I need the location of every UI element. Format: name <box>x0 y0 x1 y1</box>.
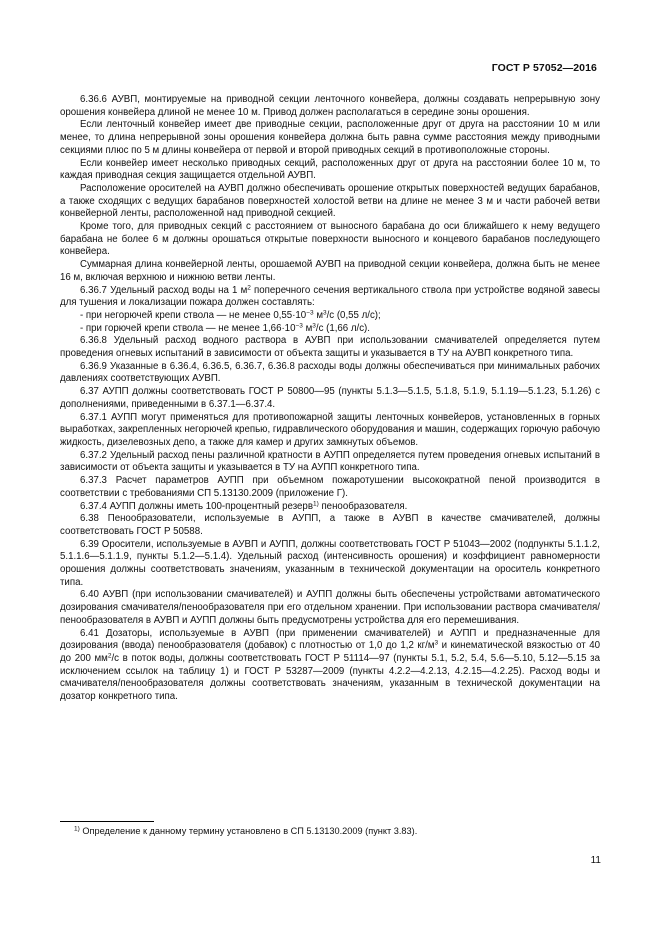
paragraph-6-39: 6.39 Оросители, используемые в АУВП и АУПП, должны соответствовать ГОСТ Р 51043—2002 (подпункты 5.1.1.2, 5.1.1.6—5.1.1.9, пункты 5.1.2—5.1.4). Удельный расход (интенсивность орошения) и коэффициент равномерности орошения должны соответствовать значениям, указанным в технической документации на ороситель конкретного типа. <box>60 538 600 588</box>
list-item-nonflammable: - при негорючей крепи ствола — не менее $0,55\cdot 10^{-3}$ $м^3/с$ (0,55 л/с); <box>80 309 381 321</box>
footnote-ref: 1) <box>312 500 319 507</box>
paragraph-6-40: 6.40 АУВП (при использовании смачивателей) и АУПП должны быть обеспечены устройствами автоматического дозирования смачивателя/пенообразователя при его отдельном хранении. При использовании раствора смачивателя/пенообразователя в АУВП и АУПП должны быть предусмотрены устройства для его перемешивания. <box>60 589 600 626</box>
main-text <box>60 94 600 704</box>
paragraph-6-37: 6.37 АУПП должны соответствовать ГОСТ Р 50800—95 (пункты 5.1.3—5.1.5, 5.1.8, 5.1.9, 5.1.19—5.1.23, 5.1.26) с дополнениями, приведенными в 6.37.1—6.37.4. <box>60 386 600 410</box>
paragraph-6-41: 6.41 Дозаторы, используемые в АУВП (при применении смачивателей) и АУПП и предназначенные для дозирования (ввода) пенообразователя (добавок) с плотностью от 1,0 до 1,2 $кг/м^3$ и кинематической вязкостью от 40 до 200 $мм^2/с$ в поток воды, должны соответствовать ГОСТ Р 51114—97 (пункты 5.1, 5.2, 5.4, 5.6—5.10, 5.12—5.15 за исключением ссылок на таблицу 1) и ГОСТ Р 53287—2009 (пункты 4.2.2—4.2.13, 4.2.15—4.2.25). Расход воды и смачивателя/пенообразователя должны соответствовать значениям, указанным в технической документации на дозатор конкретного типа. <box>60 627 600 703</box>
paragraph: Суммарная длина конвейерной ленты, орошаемой АУВП на приводной секции конвейера, должна быть не менее 16 м, включая верхнюю и нижнюю ветви ленты. <box>60 259 600 283</box>
paragraph-6-36-8: 6.36.8 Удельный расход водного раствора в АУВП при использовании смачивателей определяется путем проведения огневых испытаний в зависимости от объекта защиты и указывается в ТУ на АУВП конкретного типа. <box>60 335 600 360</box>
page-number: 11 <box>590 855 601 866</box>
paragraph-6-36-6: 6.36.6 АУВП, монтируемые на приводной секции ленточного конвейера, должны создавать непрерывную зону орошения конвейера длиной не менее 10 м. Привод должен располагаться в середине зоны орошения. <box>60 94 600 118</box>
paragraph-6-37-4: 6.37.4 АУПП должны иметь 100-процентный резерв$^{1)}$ пенообразователя. <box>80 500 408 512</box>
paragraph-6-36-7: 6.36.7 Удельный расход воды на 1 $м^2$ поперечного сечения вертикального ствола при устройстве водяной завесы для тушения и локализации пожара должен составлять: <box>60 284 600 309</box>
paragraph-6-37-3: 6.37.3 Расчет параметров АУПП при объемном пожаротушении высокократной пеной производится в соответствии с требованиями СП 5.13130.2009 (приложение Г). <box>60 475 600 499</box>
paragraph: Если ленточный конвейер имеет две приводные секции, расположенные друг от друга на расстоянии 10 м или менее, то длина непрерывной зоны орошения конвейера должна быть равна сумме расстояния между приводными секциями плюс по 5 м длины конвейера от первой и второй приводных секций в противоположные стороны. <box>60 119 600 156</box>
footnote-separator <box>60 821 154 822</box>
paragraph: Кроме того, для приводных секций с расстоянием от выносного барабана до оси ближайшего к нему ведущего барабана не более 6 м должны орошаться открытые поверхности выносного и концевого барабанов последующего конвейера. <box>60 221 600 258</box>
footnote: $^{1)}$ Определение к данному термину установлено в СП 5.13130.2009 (пункт 3.83). <box>74 825 418 836</box>
paragraph-6-38: 6.38 Пенообразователи, используемые в АУПП, а также в АУВП в качестве смачивателей, должны соответствовать ГОСТ Р 50588. <box>60 513 600 537</box>
paragraph-6-36-9: 6.36.9 Указанные в 6.36.4, 6.36.5, 6.36.7, 6.36.8 расходы воды должны обеспечиваться при минимальных рабочих давлениях соответствующих АУВП. <box>60 360 600 385</box>
paragraph-6-37-2: 6.37.2 Удельный расход пены различной кратности в АУПП определяется путем проведения огневых испытаний в зависимости от объекта защиты и указывается в ТУ на АУПП конкретного типа. <box>60 449 600 474</box>
document-header: ГОСТ Р 57052—2016 <box>491 62 597 74</box>
paragraph: Расположение оросителей на АУВП должно обеспечивать орошение открытых поверхностей ведущих барабанов, а также сходящих с ведущих барабанов поверхностей холостой ветви на длине не менее 3 м и части рабочей ветви конвейерной ленты, расположенной над приводной секцией. <box>60 182 600 220</box>
paragraph-6-37-1: 6.37.1 АУПП могут применяться для противопожарной защиты ленточных конвейеров, установленных в горных выработках, закрепленных негорючей крепью, гидравлического оборудования и машин, содержащих горючую рабочую жидкость, дизелевозных депо, а также для камер и других замкнутых объемов. <box>60 411 600 448</box>
paragraph: Если конвейер имеет несколько приводных секций, расположенных друг от друга на расстоянии более 10 м, то каждая приводная секция защищается отдельной АУВП. <box>60 157 600 182</box>
list-item-flammable: - при горючей крепи ствола — не менее $1,66\cdot 10^{-3}$ $м^3/с$ (1,66 л/с). <box>80 322 370 334</box>
